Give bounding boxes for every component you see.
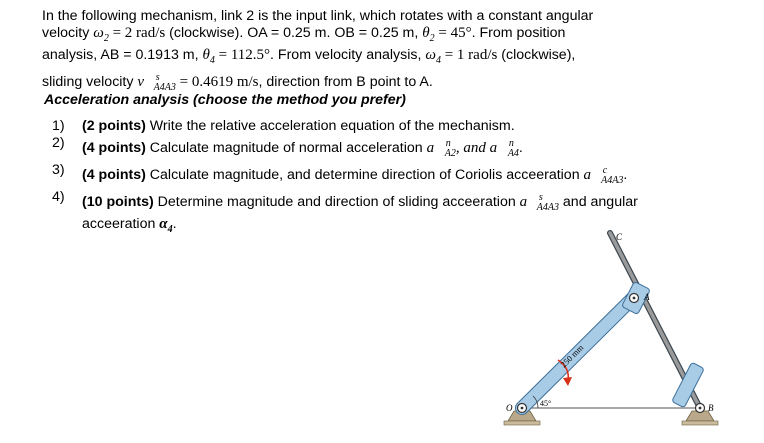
sliding-accel-symbol: a⃗$^s_{A4A3}$ (519, 192, 559, 213)
intro-line-3: analysis, AB = 0.1913 m, $\theta_4 = 112.5^\circ$. From velocity analysis, $\omega_4 = 1$ rad/s (clockwise), (42, 47, 576, 66)
theta4-value: = 112.5° (214, 47, 271, 63)
alpha4-symbol: $\alpha_4$ (159, 216, 173, 235)
omega4-value: = 1 rad/s (440, 47, 498, 63)
omega4-symbol: $\omega_4$ (425, 47, 441, 66)
question-4: 4) (10 points) Determine magnitude and direction of sliding acceeration a⃗$^s_{A4A3}$ and angular acceeration $\alpha_4$. (52, 189, 638, 235)
theta2-value: = 45° (434, 25, 472, 41)
label-o: O (506, 403, 513, 413)
problem-statement (42, 8, 742, 96)
label-b: B (708, 403, 714, 413)
theta4-symbol: $\theta_4$ (202, 47, 215, 66)
label-angle: 45° (540, 399, 552, 408)
label-a: A (644, 292, 650, 302)
intro-line-4: sliding velocity v⃗$^s_{A4A3}$ = 0.4619 m/s, direction from B point to A. (42, 72, 433, 93)
intro-line-2: velocity $\omega_2 = 2$ rad/s (clockwise). OA = 0.25 m. OB = 0.25 m, $\theta_2 = 45^\circ$. From position (42, 25, 566, 44)
intro-line-1: In the following mechanism, link 2 is the input link, which rotates with a constant angular (42, 8, 594, 24)
question-3: 3) (4 points) Calculate magnitude, and determine direction of Coriolis acceeration a⃗$^c_{A4A3}$. (52, 162, 628, 186)
omega2-value: = 2 rad/s (108, 25, 166, 41)
normal-accel-a2-symbol: a⃗$^n_{A2}$ (426, 138, 456, 159)
sliding-velocity-symbol: v⃗$^s_{A4A3}$ (137, 72, 176, 93)
normal-accel-a4-symbol: a⃗$^n_{A4}$ (489, 138, 519, 159)
theta2-symbol: $\theta_2$ (422, 25, 435, 44)
coriolis-accel-symbol: a⃗$^c_{A4A3}$ (583, 165, 624, 186)
mechanism-figure (480, 228, 730, 428)
question-2: 2) (4 points) Calculate magnitude of normal acceleration a⃗$^n_{A2}$, and a⃗$^n_{A4}$. (52, 135, 523, 159)
sliding-velocity-value: = 0.4619 m/s (175, 74, 259, 90)
section-heading: Acceleration analysis (choose the method you prefer) (44, 92, 406, 108)
question-1: 1) (2 points) Write the relative acceleration equation of the mechanism. (52, 118, 515, 134)
question-list (52, 118, 732, 238)
label-c: C (616, 232, 623, 242)
ground-support-b (682, 411, 718, 425)
omega2-symbol: $\omega_2$ (93, 25, 109, 44)
label-length: 250 mm (558, 342, 586, 370)
